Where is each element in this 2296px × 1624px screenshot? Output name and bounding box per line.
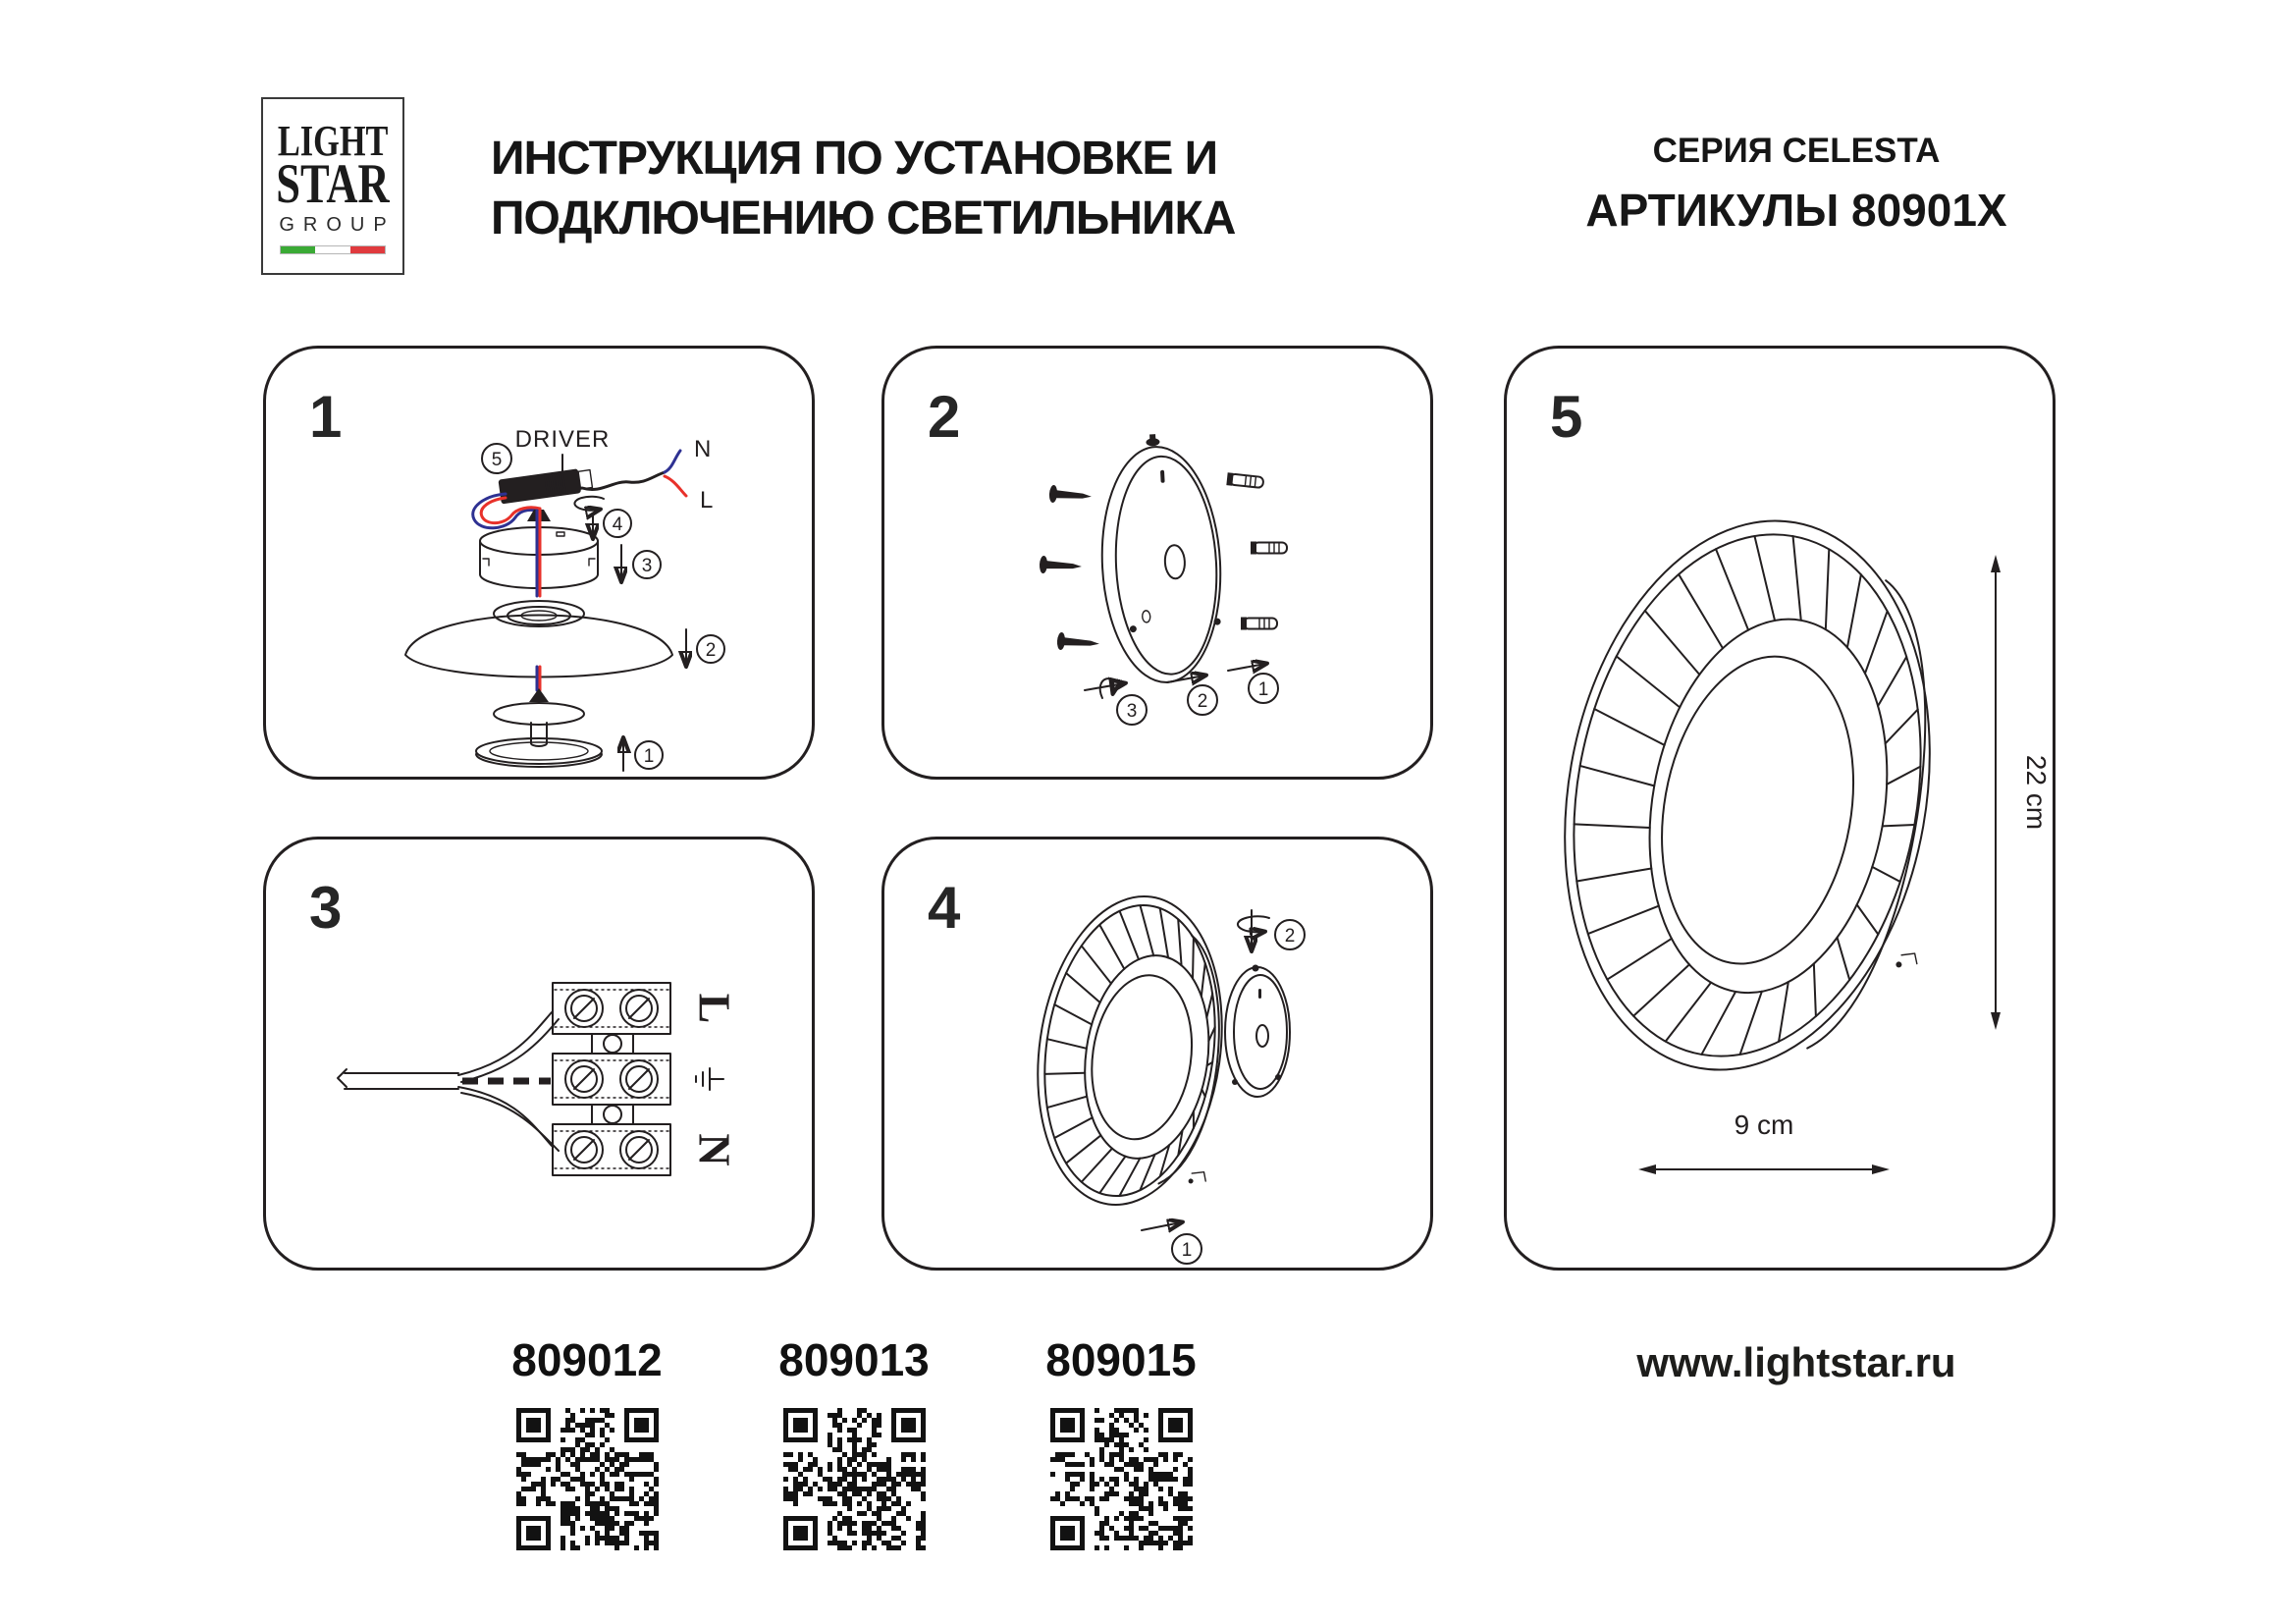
step-circle-1	[635, 741, 663, 769]
wire-live	[665, 476, 686, 496]
step-circle-1	[1249, 674, 1278, 703]
screw-icon	[1040, 556, 1083, 575]
terminal-block	[553, 1054, 670, 1105]
series-block	[1536, 132, 2056, 237]
ground-symbol	[696, 1068, 723, 1090]
flag-white-segment	[315, 246, 349, 253]
articles-heading: АРТИКУЛЫ 80901X	[1585, 185, 2007, 236]
wire-l-label: L	[700, 487, 714, 514]
dimensions-diagram	[1507, 349, 2053, 1268]
svg-text:1: 1	[643, 746, 655, 767]
panel-5-number: 5	[1550, 384, 1583, 450]
step-circle-5	[482, 444, 511, 473]
svg-text:1: 1	[1181, 1240, 1193, 1261]
mounting-ring	[1095, 431, 1226, 685]
lightstar-logo	[261, 97, 404, 275]
panel-2-number: 2	[928, 384, 961, 450]
panel-1-number: 1	[309, 384, 343, 450]
step-circle-1	[1172, 1234, 1201, 1264]
svg-text:4: 4	[612, 514, 623, 535]
article-block	[1023, 1333, 1219, 1550]
rotation-icon	[1238, 910, 1269, 949]
panel-step-4	[881, 837, 1433, 1271]
website-url: www.lightstar.ru	[1636, 1339, 1956, 1385]
shade-dome	[405, 601, 672, 677]
terminal-link	[592, 1034, 633, 1054]
wall-anchor-icon	[1251, 542, 1287, 555]
width-value: 9 cm	[1734, 1110, 1794, 1140]
panel-step-1	[263, 346, 815, 780]
step-circle-3	[633, 551, 661, 578]
panel-step-3	[263, 837, 815, 1271]
mains-wire	[582, 472, 665, 490]
series-label: СЕРИЯ CELESTA	[1652, 132, 1941, 170]
arrow-2	[1167, 676, 1204, 682]
arrow-1	[1228, 664, 1265, 671]
italian-flag-bar	[280, 245, 386, 254]
wiring-terminal-diagram	[266, 839, 812, 1268]
article-number: 809013	[778, 1334, 930, 1385]
qr-code	[783, 1408, 926, 1550]
qr-code	[1050, 1408, 1193, 1550]
page-title-line2: ПОДКЛЮЧЕНИЮ СВЕТИЛЬНИКА	[491, 191, 1236, 244]
rotation-icon	[1085, 678, 1124, 698]
svg-text:3: 3	[1126, 701, 1138, 722]
assembly-exploded-diagram	[266, 349, 812, 777]
arrow-1	[1142, 1222, 1181, 1230]
step-circle-3	[1117, 695, 1147, 725]
logo-word-star: STAR	[276, 153, 390, 216]
panel-dimensions	[1504, 346, 2056, 1271]
step-circle-2	[1275, 920, 1305, 949]
panel-3-number: 3	[309, 875, 343, 941]
wall-anchor-icon	[1226, 472, 1263, 489]
svg-text:2: 2	[705, 640, 717, 661]
height-value: 22 cm	[2021, 754, 2052, 831]
article-number: 809015	[1045, 1334, 1197, 1385]
wire-n-label: N	[694, 436, 712, 462]
wire-bottom-2	[461, 1093, 559, 1151]
shade-attachment-diagram	[884, 839, 1430, 1268]
step-circle-2	[697, 635, 724, 663]
driver-label: DRIVER	[514, 426, 611, 453]
svg-text:2: 2	[1197, 691, 1208, 712]
article-number: 809012	[511, 1334, 663, 1385]
step-circle-4	[604, 510, 631, 537]
bottom-plate	[476, 738, 602, 767]
panel-4-number: 4	[928, 875, 961, 941]
wire-top-2	[461, 1019, 559, 1082]
flag-green-segment	[281, 246, 315, 253]
flag-red-segment	[350, 246, 385, 253]
article-block	[489, 1333, 685, 1550]
page-title-line1: ИНСТРУКЦИЯ ПО УСТАНОВКЕ И	[491, 133, 1218, 185]
svg-text:3: 3	[641, 556, 653, 576]
dimension-height	[1991, 555, 2052, 1030]
panel-step-2	[881, 346, 1433, 780]
svg-text:1: 1	[1257, 679, 1269, 700]
terminal-link	[592, 1105, 633, 1124]
wire-neutral	[665, 451, 680, 472]
logo-word-group: GROUP	[279, 213, 396, 236]
svg-text:5: 5	[491, 450, 503, 470]
supply-cable	[338, 1069, 458, 1089]
label-neutral: N	[689, 1133, 740, 1166]
mounting-ring-diagram	[884, 349, 1430, 777]
terminal-block	[553, 983, 670, 1034]
lamp-shade	[1019, 885, 1244, 1218]
center-hole	[1164, 545, 1186, 579]
screw-icon	[1048, 485, 1092, 506]
label-live: L	[689, 993, 740, 1024]
lamp-shade-large	[1523, 492, 1989, 1103]
terminal-block	[553, 1124, 670, 1175]
screw-icon	[1056, 632, 1099, 653]
article-block	[756, 1333, 952, 1550]
back-ring	[1225, 965, 1290, 1098]
qr-code	[516, 1408, 659, 1550]
dimension-width	[1638, 1110, 1890, 1174]
svg-text:2: 2	[1284, 926, 1296, 947]
page-title	[491, 130, 1235, 249]
lower-cone	[529, 688, 549, 702]
wall-anchor-icon	[1241, 618, 1277, 630]
logo-word-light: LIGHT	[277, 117, 389, 166]
step-circle-2	[1188, 685, 1217, 715]
